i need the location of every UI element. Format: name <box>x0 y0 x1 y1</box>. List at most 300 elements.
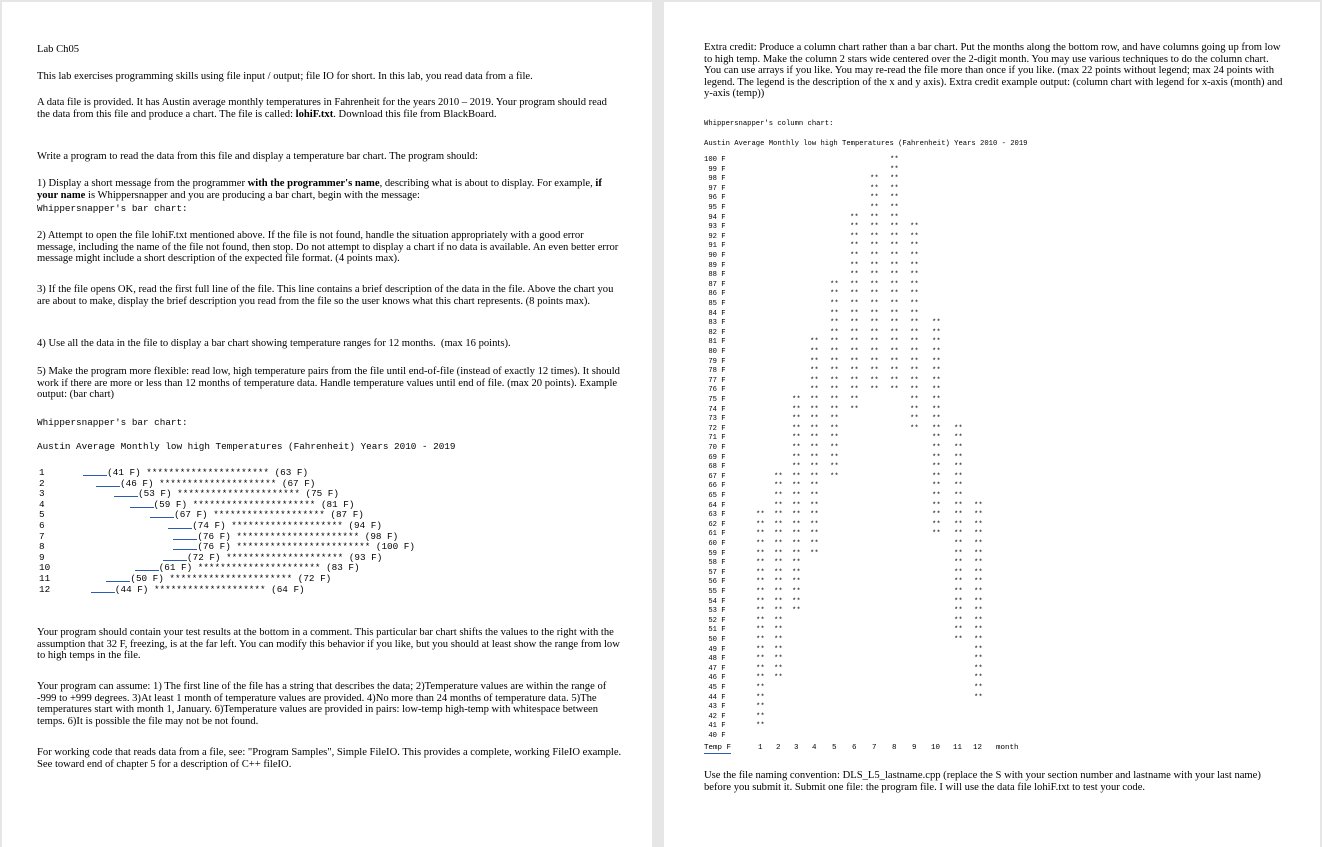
bar-high-label: (83 F) <box>326 562 360 574</box>
column-star: ** <box>792 415 801 424</box>
column-star: ** <box>850 328 859 337</box>
column-star: ** <box>756 722 765 731</box>
x-tick-label: 1 <box>758 743 763 752</box>
column-star: ** <box>910 242 919 251</box>
column-star: ** <box>870 232 879 241</box>
column-star: ** <box>830 309 839 318</box>
y-tick-label: 51 F <box>704 626 726 635</box>
step4-paragraph: 4) Use all the data in the file to display a bar chart showing temperature ranges for 12 months. (max 16 points). <box>37 338 511 349</box>
bar-high-label: (87 F) <box>330 509 364 521</box>
column-star: ** <box>830 357 839 366</box>
y-tick-label: 65 F <box>704 492 726 500</box>
column-star: ** <box>932 405 941 414</box>
y-tick-label: 84 F <box>704 309 726 318</box>
column-star: ** <box>850 261 859 270</box>
column-star: ** <box>954 472 963 481</box>
column-star: ** <box>850 367 859 376</box>
bar-low-label: (41 F) <box>107 467 147 478</box>
y-tick-label: 54 F <box>704 597 726 606</box>
column-star: ** <box>870 357 879 366</box>
y-tick-label: 81 F <box>704 338 726 347</box>
y-tick-label: 60 F <box>704 540 726 548</box>
column-star: ** <box>890 213 899 222</box>
y-tick-label: 96 F <box>704 194 726 203</box>
column-star: ** <box>810 434 819 443</box>
y-tick-label: 46 F <box>704 674 726 683</box>
column-star: ** <box>890 232 899 241</box>
column-star: ** <box>810 482 819 491</box>
bar-low-label: (61 F) <box>158 562 198 574</box>
column-star: ** <box>932 511 941 520</box>
column-star: ** <box>910 376 919 385</box>
column-star: ** <box>756 530 765 539</box>
column-star: ** <box>910 261 919 270</box>
y-tick-label: 89 F <box>704 261 726 270</box>
bar-stars: ********************* <box>226 551 349 563</box>
y-axis-label: Temp F <box>704 743 732 752</box>
column-star: ** <box>830 463 839 472</box>
column-star: ** <box>756 568 765 577</box>
y-tick-label: 56 F <box>704 578 726 587</box>
column-star: ** <box>792 463 801 472</box>
column-chart-description: Austin Average Monthly low high Temperatures (Fahrenheit) Years 2010 - 2019 <box>704 140 1028 148</box>
column-star: ** <box>774 472 783 481</box>
step1-paragraph <box>37 178 622 201</box>
column-star: ** <box>756 549 765 558</box>
column-star: ** <box>830 396 839 404</box>
column-star: ** <box>774 664 783 673</box>
y-tick-label: 80 F <box>704 348 726 356</box>
column-star: ** <box>870 300 879 308</box>
column-star: ** <box>954 636 963 644</box>
column-star: ** <box>756 578 765 587</box>
bar-row-number: 3 <box>39 488 45 500</box>
column-star: ** <box>850 386 859 395</box>
bar-low-label: (72 F) <box>187 551 227 563</box>
column-star: ** <box>756 712 765 721</box>
column-star: ** <box>932 530 941 539</box>
step1-code: Whippersnapper's bar chart: <box>37 203 188 214</box>
y-tick-label: 55 F <box>704 588 726 596</box>
y-tick-label: 76 F <box>704 386 726 395</box>
column-star: ** <box>830 453 839 462</box>
x-tick-label: 7 <box>872 743 877 752</box>
x-tick-label: 11 <box>953 743 963 752</box>
column-star: ** <box>774 492 783 500</box>
column-star: ** <box>910 405 919 414</box>
y-tick-label: 62 F <box>704 520 726 529</box>
column-star: ** <box>850 338 859 347</box>
column-star: ** <box>850 223 859 232</box>
y-tick-label: 71 F <box>704 434 726 443</box>
column-star: ** <box>954 559 963 568</box>
write-program-paragraph: Write a program to read the data from this file and display a temperature bar chart. The program should: <box>37 151 478 162</box>
step1-bold-2: if your name <box>37 178 605 201</box>
column-star: ** <box>870 319 879 328</box>
column-star: ** <box>890 376 899 385</box>
column-star: ** <box>774 501 783 510</box>
column-star: ** <box>932 472 941 481</box>
column-star: ** <box>756 520 765 529</box>
step1-text-b: , describing what is about to display. For example, <box>379 178 596 189</box>
column-star: ** <box>830 405 839 414</box>
column-star: ** <box>932 319 941 328</box>
column-star: ** <box>974 674 983 683</box>
column-star: ** <box>756 597 765 606</box>
x-tick-label: 4 <box>812 743 817 752</box>
column-star: ** <box>870 261 879 270</box>
column-star: ** <box>974 530 983 539</box>
column-star: ** <box>932 501 941 510</box>
bar-lead-line <box>150 509 174 518</box>
column-star: ** <box>932 434 941 443</box>
column-star: ** <box>890 290 899 299</box>
y-tick-label: 57 F <box>704 568 726 577</box>
column-star: ** <box>890 223 899 232</box>
column-star: ** <box>756 559 765 568</box>
column-star: ** <box>974 588 983 596</box>
column-star: ** <box>810 386 819 395</box>
bar-stars: ********************* <box>159 477 282 489</box>
y-tick-label: 43 F <box>704 703 726 712</box>
bar-high-label: (93 F) <box>348 551 383 563</box>
x-tick-label: 12 <box>973 743 983 752</box>
column-star: ** <box>954 501 963 510</box>
column-star: ** <box>954 588 963 596</box>
column-star: ** <box>810 453 819 462</box>
bar-stars: ******************** <box>153 583 272 595</box>
column-star: ** <box>756 655 765 664</box>
column-star: ** <box>830 367 839 376</box>
column-star: ** <box>974 597 983 606</box>
y-tick-label: 58 F <box>704 559 726 568</box>
bar-row-number: 6 <box>39 520 45 531</box>
column-star: ** <box>850 232 859 241</box>
column-star: ** <box>810 501 819 510</box>
column-star: ** <box>810 367 819 376</box>
bar-row <box>173 541 415 552</box>
y-tick-label: 100 F <box>704 156 726 164</box>
column-star: ** <box>910 328 919 337</box>
y-tick-label: 74 F <box>704 405 726 414</box>
column-star: ** <box>830 290 839 299</box>
column-star: ** <box>810 396 819 404</box>
column-star: ** <box>850 252 859 260</box>
bar-low-label: (44 F) <box>114 583 154 595</box>
column-star: ** <box>810 511 819 520</box>
column-star: ** <box>810 530 819 539</box>
y-tick-label: 83 F <box>704 319 726 328</box>
column-star: ** <box>870 242 879 251</box>
column-star: ** <box>910 338 919 347</box>
bar-row <box>135 562 360 573</box>
column-star: ** <box>932 453 941 462</box>
column-star: ** <box>932 367 941 376</box>
x-tick-label: 2 <box>776 743 781 752</box>
bar-stars: ******************** <box>231 520 349 531</box>
column-star: ** <box>792 472 801 481</box>
x-tick-label: 10 <box>931 743 941 752</box>
y-tick-label: 95 F <box>704 204 726 212</box>
bar-low-label: (76 F) <box>197 530 237 542</box>
bar-row-number: 10 <box>39 562 51 574</box>
column-star: ** <box>910 232 919 241</box>
column-star: ** <box>810 415 819 424</box>
bar-row <box>130 499 355 510</box>
bar-lead-line <box>168 520 192 529</box>
step1-bold-1: with the programmer's name <box>247 178 380 189</box>
bar-low-label: (46 F) <box>120 477 160 489</box>
y-tick-label: 66 F <box>704 482 726 491</box>
working-code-paragraph: For working code that reads data from a file, see: "Program Samples", Simple FileIO. This provides a complete, working FileIO example. See toward end of chapter 5 for a description of C++ fileIO. <box>37 747 624 770</box>
column-star: ** <box>954 492 963 500</box>
column-star: ** <box>792 530 801 539</box>
column-star: ** <box>890 348 899 356</box>
column-star: ** <box>792 588 801 596</box>
column-star: ** <box>890 367 899 376</box>
column-star: ** <box>830 415 839 424</box>
bar-row-number: 4 <box>39 498 45 510</box>
column-star: ** <box>870 386 879 395</box>
column-star: ** <box>910 367 919 376</box>
bar-high-label: (64 F) <box>271 583 305 595</box>
column-star: ** <box>954 597 963 606</box>
column-star: ** <box>910 415 919 424</box>
x-axis-label: month <box>996 743 1019 752</box>
column-star: ** <box>792 501 801 510</box>
y-tick-label: 98 F <box>704 175 726 184</box>
bar-low-label: (76 F) <box>197 541 237 553</box>
x-tick-label: 8 <box>892 743 897 752</box>
bar-row-number: 1 <box>39 467 45 478</box>
column-star: ** <box>890 194 899 203</box>
column-star: ** <box>890 280 899 289</box>
extra-credit-paragraph: Extra credit: Produce a column chart rather than a bar chart. Put the months along the bottom row, and have columns going up from low to high temp. Make the column 2 stars wide centered over the 2-digit month. You may use various techniques to do the column chart. You can use arrays if you like. You may re-read the file more than once if you like. (max 22 points without legend; max 24 points with legend. The legend is the description of the x and y axis). Extra credit example output: (column chart with legend for x-axis (month) and y-axis (temp)) <box>704 42 1286 100</box>
column-star: ** <box>792 578 801 587</box>
column-star: ** <box>830 444 839 452</box>
column-star: ** <box>830 424 839 433</box>
column-star: ** <box>774 549 783 558</box>
column-star: ** <box>890 165 899 174</box>
column-star: ** <box>792 607 801 616</box>
column-star: ** <box>792 568 801 577</box>
column-star: ** <box>954 511 963 520</box>
y-tick-label: 59 F <box>704 549 726 558</box>
y-tick-label: 85 F <box>704 300 726 308</box>
bar-stars: ******************** <box>213 509 331 521</box>
column-star: ** <box>910 300 919 308</box>
bar-row <box>168 520 382 531</box>
bar-row-number: 5 <box>39 509 45 521</box>
column-star: ** <box>810 348 819 356</box>
column-star: ** <box>830 319 839 328</box>
column-star: ** <box>850 309 859 318</box>
y-tick-label: 72 F <box>704 424 726 433</box>
y-tick-label: 67 F <box>704 472 726 481</box>
y-tick-label: 87 F <box>704 280 726 289</box>
column-star: ** <box>792 540 801 548</box>
bar-low-label: (67 F) <box>174 509 214 521</box>
column-star: ** <box>974 626 983 635</box>
column-star: ** <box>756 540 765 548</box>
column-star: ** <box>974 549 983 558</box>
column-star: ** <box>890 252 899 260</box>
column-star: ** <box>932 444 941 452</box>
column-star: ** <box>792 434 801 443</box>
bar-lead-line <box>135 562 159 571</box>
column-star: ** <box>792 559 801 568</box>
column-star: ** <box>756 684 765 692</box>
column-star: ** <box>792 424 801 433</box>
column-star: ** <box>890 338 899 347</box>
column-star: ** <box>850 271 859 280</box>
column-star: ** <box>756 511 765 520</box>
bar-row-number: 9 <box>39 551 45 563</box>
datafile-text-b: . Download this file from BlackBoard. <box>333 108 497 120</box>
bar-row <box>173 531 398 542</box>
column-star: ** <box>954 463 963 472</box>
y-tick-label: 41 F <box>704 722 726 731</box>
bar-chart-description: Austin Average Monthly low high Temperatures (Fahrenheit) Years 2010 - 2019 <box>37 441 456 452</box>
column-star: ** <box>792 453 801 462</box>
y-tick-label: 88 F <box>704 271 726 280</box>
column-star: ** <box>774 588 783 596</box>
column-star: ** <box>830 300 839 308</box>
column-star: ** <box>756 616 765 625</box>
column-star: ** <box>774 607 783 616</box>
column-star: ** <box>954 607 963 616</box>
bar-stars: ********************** <box>146 467 275 478</box>
column-star: ** <box>850 213 859 222</box>
column-star: ** <box>756 674 765 683</box>
column-star: ** <box>870 271 879 280</box>
column-star: ** <box>792 444 801 452</box>
column-star: ** <box>910 252 919 260</box>
datafile-text-a: A data file is provided. It has Austin average monthly temperatures in Fahrenheit for the years 2010 – 2019. Your program should read the data from this file and produce a chart. The file is called: <box>37 97 610 120</box>
column-star: ** <box>810 463 819 472</box>
y-tick-label: 78 F <box>704 367 726 376</box>
column-star: ** <box>910 348 919 356</box>
step2-paragraph: 2) Attempt to open the file lohiF.txt mentioned above. If the file is not found, handle the situation appropriately with a good error message, including the name of the file not found, then stop. Do not attempt to display a chart if no data is available. An even better error message might include a short description of the expected file format. (4 points max). <box>37 230 621 265</box>
bar-row <box>96 478 315 489</box>
bar-lead-line <box>106 573 130 582</box>
column-star: ** <box>932 338 941 347</box>
column-star: ** <box>810 540 819 548</box>
column-star: ** <box>774 559 783 568</box>
column-star: ** <box>830 376 839 385</box>
column-star: ** <box>910 223 919 232</box>
column-star: ** <box>954 626 963 635</box>
bar-stars: ********************** <box>169 573 298 584</box>
column-star: ** <box>974 645 983 654</box>
column-star: ** <box>890 261 899 270</box>
column-star: ** <box>792 549 801 558</box>
bar-lead-line <box>130 499 154 508</box>
y-tick-label: 61 F <box>704 530 726 539</box>
column-star: ** <box>954 444 963 452</box>
bar-stars: ************************ <box>236 541 376 553</box>
y-tick-label: 63 F <box>704 511 726 520</box>
bar-high-label: (94 F) <box>348 520 382 531</box>
column-star: ** <box>954 549 963 558</box>
column-star: ** <box>870 309 879 318</box>
column-star: ** <box>910 309 919 318</box>
column-star: ** <box>954 616 963 625</box>
column-star: ** <box>850 290 859 299</box>
column-star: ** <box>810 444 819 452</box>
bar-row <box>163 552 382 563</box>
column-star: ** <box>954 424 963 433</box>
column-chart-header: Whippersnapper's column chart: <box>704 120 834 128</box>
column-star: ** <box>890 175 899 184</box>
y-tick-label: 99 F <box>704 165 726 174</box>
bar-low-label: (59 F) <box>153 498 193 510</box>
column-star: ** <box>792 482 801 491</box>
bar-lead-line <box>163 552 187 561</box>
column-star: ** <box>974 568 983 577</box>
column-star: ** <box>810 520 819 529</box>
column-star: ** <box>954 568 963 577</box>
column-star: ** <box>890 300 899 308</box>
bar-chart-header: Whippersnapper's bar chart: <box>37 417 188 428</box>
step1-text-a: 1) Display a short message from the programmer <box>37 178 248 189</box>
column-star: ** <box>850 319 859 328</box>
y-tick-label: 90 F <box>704 252 726 260</box>
y-tick-label: 44 F <box>704 693 726 702</box>
column-star: ** <box>910 280 919 289</box>
column-star: ** <box>954 434 963 443</box>
column-star: ** <box>810 549 819 558</box>
column-star: ** <box>810 472 819 481</box>
column-star: ** <box>774 520 783 529</box>
column-star: ** <box>932 386 941 395</box>
column-star: ** <box>830 280 839 289</box>
column-star: ** <box>774 645 783 654</box>
x-tick-label: 9 <box>912 743 917 752</box>
column-star: ** <box>974 578 983 587</box>
column-star: ** <box>756 588 765 596</box>
bar-stars: ********************** <box>197 562 327 574</box>
column-star: ** <box>974 655 983 664</box>
column-star: ** <box>810 357 819 366</box>
column-star: ** <box>870 290 879 299</box>
column-star: ** <box>954 453 963 462</box>
bar-row <box>91 584 305 595</box>
column-star: ** <box>910 396 919 404</box>
column-star: ** <box>890 309 899 318</box>
column-star: ** <box>932 376 941 385</box>
column-star: ** <box>850 405 859 414</box>
column-star: ** <box>932 520 941 529</box>
column-star: ** <box>890 204 899 212</box>
step1-text-c: is Whippersnapper and you are producing a bar chart, begin with the message: <box>85 189 420 201</box>
column-star: ** <box>932 328 941 337</box>
column-star: ** <box>974 540 983 548</box>
y-tick-label: 48 F <box>704 655 726 664</box>
column-star: ** <box>890 242 899 251</box>
column-star: ** <box>774 626 783 635</box>
column-star: ** <box>974 559 983 568</box>
intro-paragraph: This lab exercises programming skills using file input / output; file IO for short. In this lab, you read data from a file. <box>37 71 533 82</box>
column-star: ** <box>910 319 919 328</box>
y-tick-label: 92 F <box>704 232 726 241</box>
bar-high-label: (72 F) <box>297 573 332 584</box>
bar-stars: ********************** <box>192 498 321 510</box>
bar-row-number: 12 <box>39 583 51 595</box>
column-star: ** <box>850 376 859 385</box>
y-tick-label: 79 F <box>704 357 726 366</box>
column-star: ** <box>756 703 765 712</box>
